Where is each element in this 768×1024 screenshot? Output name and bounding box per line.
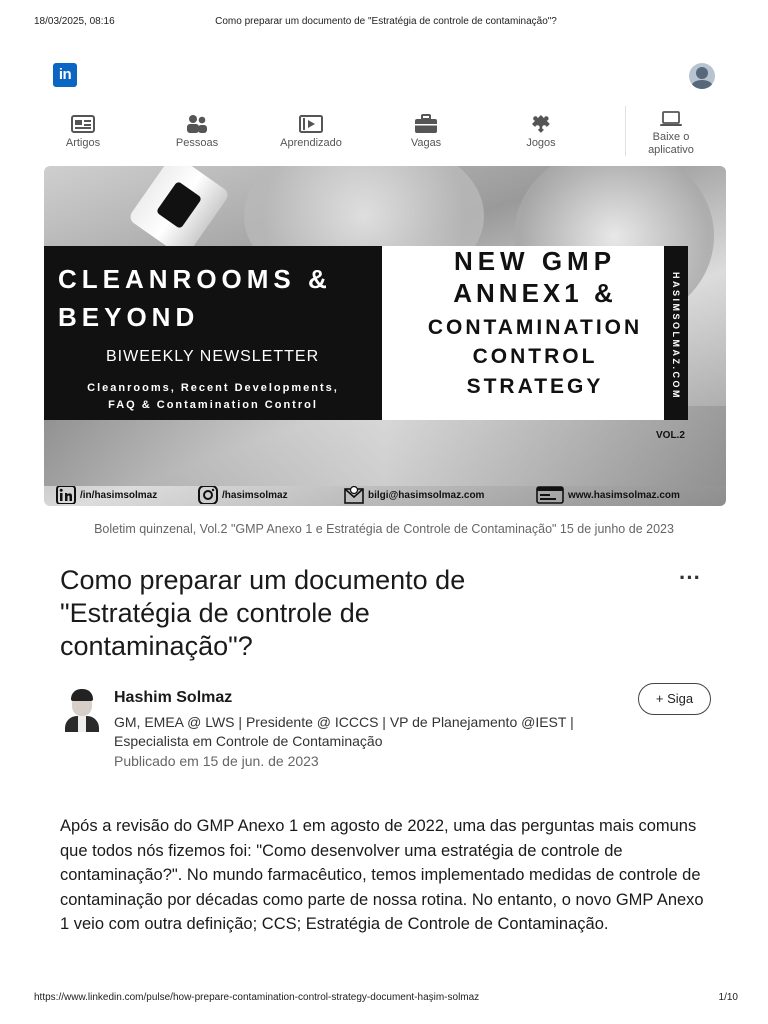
author-name[interactable]: Hashim Solmaz [114,689,233,706]
banner-tagline [44,380,382,414]
banner-right-1: NEW GMP [453,246,617,276]
user-avatar[interactable] [689,63,715,89]
nav-item-games[interactable] [496,114,586,149]
banner-title-2: BEYOND [58,302,200,332]
nav-item-jobs[interactable] [381,114,471,149]
banner-tagline-2: FAQ & Contamination Control [108,399,318,411]
banner-left-panel [44,246,382,420]
print-footer [34,992,738,1006]
print-url: https://www.linkedin.com/pulse/how-prepare-contamination-control-strategy-document-haşim-solmaz [34,992,480,1003]
print-page-number: 1/10 [718,992,738,1003]
nav-item-learning[interactable] [266,114,356,149]
contact-instagram [198,486,288,504]
article-title-line-3: contaminação"? [60,631,253,661]
nav-label-app-2: aplicativo [648,144,694,156]
article-banner-image [44,166,726,506]
banner-subtitle: BIWEEKLY NEWSLETTER [106,348,320,365]
contact-web-text: www.hasimsolmaz.com [568,489,680,501]
banner-right-5: STRATEGY [466,375,604,398]
author-avatar[interactable] [63,688,101,732]
banner-right-panel [382,246,688,420]
contact-email-text: bilgi@hasimsolmaz.com [368,489,485,501]
jobs-icon [414,114,438,134]
article-body-paragraph: Após a revisão do GMP Anexo 1 em agosto de 2022, uma das perguntas mais comuns que todos nós fizemos foi: "Como desenvolver uma estratégia de controle de contaminação?". No mundo farmacêutico, temos implementado medidas de controle de contaminação por décadas como parte de nossa rotina. No entanto, o novo GMP Anexo 1 veio com outra definição; CCS; Estratégia de Controle de Contaminação. [60,817,704,933]
banner-contacts [44,482,726,506]
articles-icon [71,114,95,134]
nav-label-app-1: Baixe o [652,131,690,143]
puzzle-icon [529,114,553,134]
contact-instagram-text: /hasimsolmaz [222,489,288,501]
author-headline: GM, EMEA @ LWS | Presidente @ ICCCS | VP de Planejamento @IEST | Especialista em Controle de Contaminação [114,714,574,749]
contact-linkedin-text: /in/hasimsolmaz [80,489,158,501]
nav-item-articles[interactable] [38,114,128,149]
email-icon [344,486,364,504]
instagram-icon [198,486,218,504]
nav-divider [625,106,626,156]
contact-web [536,486,680,504]
banner-right-2: ANNEX1 & [453,278,617,308]
contact-email [344,486,484,504]
nav-item-download-app[interactable] [630,110,712,157]
more-options-icon[interactable]: ··· [679,565,701,590]
nav-label-games: Jogos [526,137,556,149]
banner-volume: VOL.2 [656,430,685,441]
article-title-line-1: Como preparar um documento de [60,565,466,595]
people-icon [185,114,209,134]
article-title [60,564,620,663]
published-date: Publicado em 15 de jun. de 2023 [114,753,319,769]
browser-icon [536,486,564,504]
banner-right-3: CONTAMINATION [427,316,643,339]
follow-button[interactable]: + Siga [638,683,711,715]
print-header [34,16,738,30]
learning-icon [299,114,323,134]
linkedin-logo[interactable]: in [53,63,77,87]
laptop-icon [660,110,682,128]
print-title: Como preparar um documento de "Estratégia de controle de contaminação"? [215,16,557,27]
article-title-line-2: "Estratégia de controle de [60,598,370,628]
print-date: 18/03/2025, 08:16 [34,16,115,27]
nav-label-learning: Aprendizado [280,137,342,149]
nav-item-people[interactable] [152,114,242,149]
top-nav [30,104,740,160]
nav-label-jobs: Vagas [410,137,442,149]
linkedin-icon [56,486,76,504]
banner-tagline-1: Cleanrooms, Recent Developments, [87,382,339,394]
banner-right-4: CONTROL [472,345,598,368]
contact-linkedin [56,486,157,504]
banner-vertical-text: HASIMSOLMAZ.COM [671,272,681,400]
nav-label-people: Pessoas [175,137,219,149]
nav-label-articles: Artigos [65,137,101,149]
banner-title-1: CLEANROOMS & [58,264,332,294]
banner-caption: Boletim quinzenal, Vol.2 "GMP Anexo 1 e Estratégia de Controle de Contaminação" 15 de junho de 2023 [94,522,674,536]
